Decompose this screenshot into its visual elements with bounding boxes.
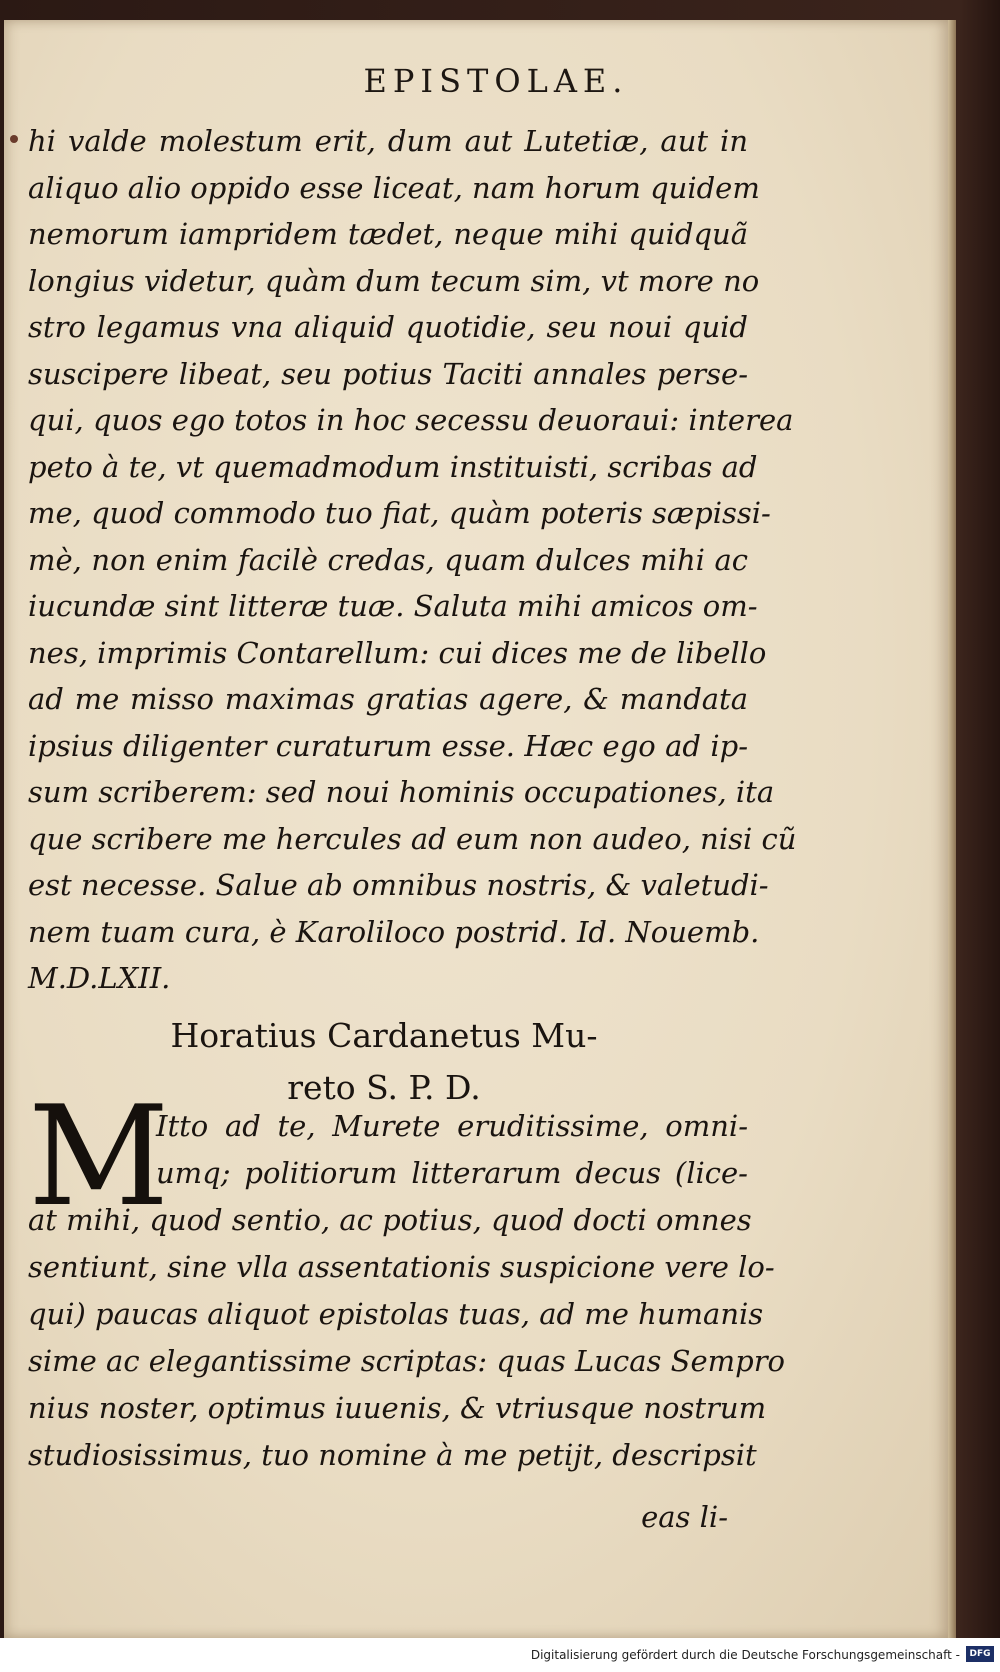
text-line: iucundæ sint litteræ tuæ. Saluta mihi amicos om-: [28, 589, 758, 623]
letter-heading: [164, 1010, 604, 1114]
text-line: sentiunt, sine vlla assentationis suspicione vere lo-: [28, 1250, 775, 1284]
text-line: suscipere libeat, seu potius Taciti annales perse-: [28, 356, 748, 391]
book-page: [4, 20, 948, 1638]
text-line: studiosissimus, tuo nomine à me petijt, descripsit: [28, 1438, 757, 1472]
text-line: at mihi, quod sentio, ac potius, quod docti omnes: [28, 1203, 752, 1237]
text-line: ad me misso maximas gratias agere, & mandata: [28, 682, 748, 716]
text-line: me, quod commodo tuo fiat, quàm poteris sæpissi-: [28, 496, 771, 530]
text-line: nem tuam cura, è Karoliloco postrid. Id. Nouemb.: [28, 914, 760, 949]
text-line: nius noster, optimus iuuenis, & vtriusque nostrum: [28, 1391, 767, 1425]
body-text: [28, 118, 797, 1002]
text-line: ipsius diligenter curaturum esse. Hæc ego ad ip-: [28, 728, 748, 763]
text-line: nemorum iampridem tædet, neque mihi quidquã: [28, 217, 748, 251]
date-line: M.D.LXII.: [28, 961, 171, 995]
text-line: sime ac elegantissime scriptas: quas Lucas Sempro: [28, 1344, 786, 1378]
text-line: que scribere me hercules ad eum non audeo, nisi cũ: [28, 821, 797, 856]
text-line: qui) paucas aliquot epistolas tuas, ad me humanis: [28, 1297, 764, 1331]
heading-line: Horatius Cardanetus Mu-: [170, 1016, 598, 1055]
text-line: hi valde molestum erit, dum aut Lutetiæ, aut in: [28, 124, 748, 158]
text-line: stro legamus vna aliquid quotidie, seu noui quid: [28, 310, 748, 344]
heading-line: reto S. P. D.: [287, 1068, 481, 1107]
footer-bar: [0, 1638, 1000, 1672]
text-line: peto à te, vt quemadmodum instituisti, scribas ad: [28, 449, 758, 484]
dfg-logo: DFG: [966, 1646, 994, 1662]
text-line: umq; politiorum litterarum decus (lice-: [156, 1156, 748, 1190]
text-line: longius videtur, quàm dum tecum sim, vt more no: [28, 263, 760, 298]
page-edge: [948, 20, 956, 1638]
text-line: Itto ad te, Murete eruditissime, omni-: [156, 1109, 748, 1143]
text-line: mè, non enim facilè credas, quam dulces mihi ac: [28, 542, 748, 577]
text-line: nes, imprimis Contarellum: cui dices me de libello: [28, 635, 767, 670]
drop-cap: M: [28, 1076, 164, 1237]
text-line: sum scriberem: sed noui hominis occupationes, ita: [28, 775, 775, 809]
running-head: EPISTOLAE.: [363, 62, 629, 100]
funding-credit: Digitalisierung gefördert durch die Deutsche Forschungsgemeinschaft -: [530, 1648, 960, 1662]
text-line: aliquo alio oppido esse liceat, nam horum quidem: [28, 170, 760, 205]
text-line: qui, quos ego totos in hoc secessu deuoraui: interea: [28, 403, 794, 437]
margin-mark: [10, 135, 18, 143]
catchword: eas li-: [641, 1500, 728, 1534]
text-line: est necesse. Salue ab omnibus nostris, & valetudi-: [28, 868, 769, 902]
